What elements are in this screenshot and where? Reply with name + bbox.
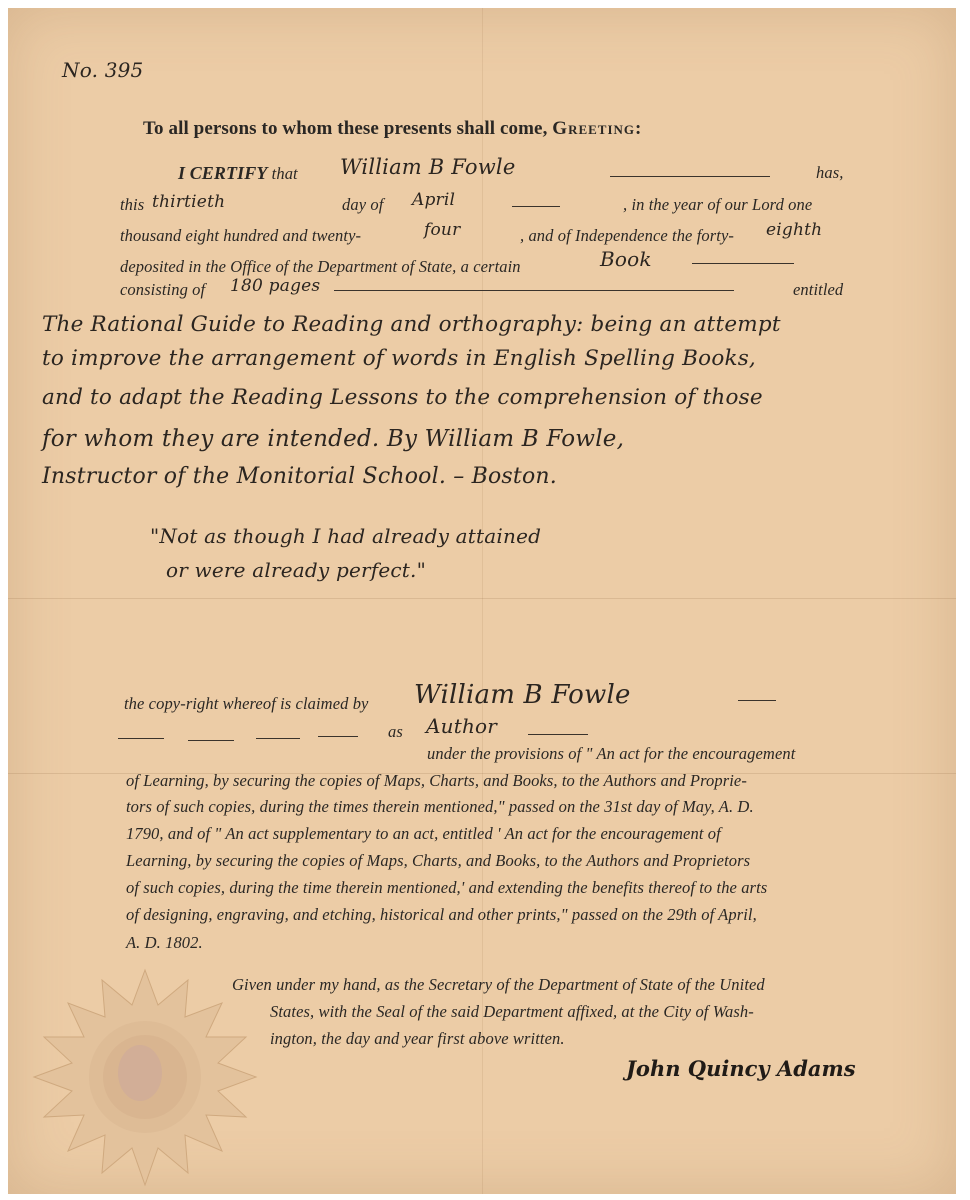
fill-line [738, 700, 776, 701]
fill-line [692, 263, 794, 264]
provisions-line: of designing, engraving, and etching, historical and other prints," passed on the 29th of April, [126, 905, 757, 924]
quote-line: or were already perfect." [166, 558, 426, 582]
certificate-number: No. 395 [62, 58, 144, 82]
as-text: as [388, 722, 403, 741]
this-text: this [120, 195, 145, 214]
fill-line [118, 738, 164, 739]
has-text: has, [816, 163, 844, 182]
fill-line [318, 736, 358, 737]
greeting-line [143, 118, 642, 140]
title-line: for whom they are intended. By William B Fowle, [42, 426, 625, 452]
title-line: and to adapt the Reading Lessons to the comprehension of those [42, 385, 763, 410]
month-value: April [412, 190, 456, 210]
title-line: to improve the arrangement of words in English Spelling Books, [42, 346, 756, 371]
fill-line [334, 290, 734, 291]
given-line: ington, the day and year first above written. [270, 1029, 565, 1048]
consisting-text: consisting of [120, 280, 206, 299]
item-type: Book [600, 247, 652, 271]
provisions-line: of such copies, during the time therein mentioned,' and extending the benefits thereof to the arts [126, 878, 768, 897]
claimant-role: Author [426, 714, 498, 738]
fill-line [610, 176, 770, 177]
provisions-line: under the provisions of " An act for the encouragement [427, 744, 796, 763]
fill-line [188, 740, 234, 741]
entitled-text: entitled [793, 280, 844, 299]
deposited-text: deposited in the Office of the Department of State, a certain [120, 257, 521, 276]
day-value: thirtieth [152, 192, 226, 212]
claimed-text: the copy-right whereof is claimed by [124, 694, 369, 713]
pages-value: 180 pages [230, 276, 321, 296]
thousand-text: thousand eight hundred and twenty- [120, 226, 362, 245]
title-line: The Rational Guide to Reading and orthography: being an attempt [42, 312, 781, 337]
fill-line [512, 206, 560, 207]
year-text: , in the year of our Lord one [623, 195, 813, 214]
given-line: States, with the Seal of the said Department affixed, at the City of Wash- [270, 1002, 754, 1021]
provisions-line: A. D. 1802. [126, 933, 203, 952]
day-of-text: day of [342, 195, 384, 214]
title-line: Instructor of the Monitorial School. – Boston. [42, 464, 557, 489]
fill-line [256, 738, 300, 739]
provisions-line: of Learning, by securing the copies of Maps, Charts, and Books, to the Authors and Proprie- [126, 771, 747, 790]
year-value: four [424, 220, 461, 240]
certify-text: I CERTIFY [178, 163, 268, 183]
certify-label [178, 163, 298, 184]
claimant-name: William B Fowle [414, 680, 631, 710]
provisions-line: 1790, and of " An act supplementary to an act, entitled ' An act for the encouragement of [126, 824, 721, 843]
independence-text: , and of Independence the forty- [520, 226, 734, 245]
fill-line [528, 734, 588, 735]
certify-that: that [271, 164, 298, 183]
greeting-word: Greeting: [552, 118, 643, 139]
signature: John Quincy Adams [626, 1056, 856, 1081]
author-name: William B Fowle [340, 155, 516, 179]
independence-value: eighth [766, 220, 823, 240]
provisions-line: Learning, by securing the copies of Maps, Charts, and Books, to the Authors and Proprietors [126, 851, 751, 870]
greeting-prefix: To all persons to whom these presents shall come, [143, 118, 553, 139]
embossed-seal-icon [20, 965, 270, 1195]
quote-line: "Not as though I had already attained [150, 524, 542, 548]
given-line: Given under my hand, as the Secretary of the Department of State of the United [232, 975, 765, 994]
provisions-line: tors of such copies, during the times therein mentioned," passed on the 31st day of May, A. D. [126, 797, 754, 816]
